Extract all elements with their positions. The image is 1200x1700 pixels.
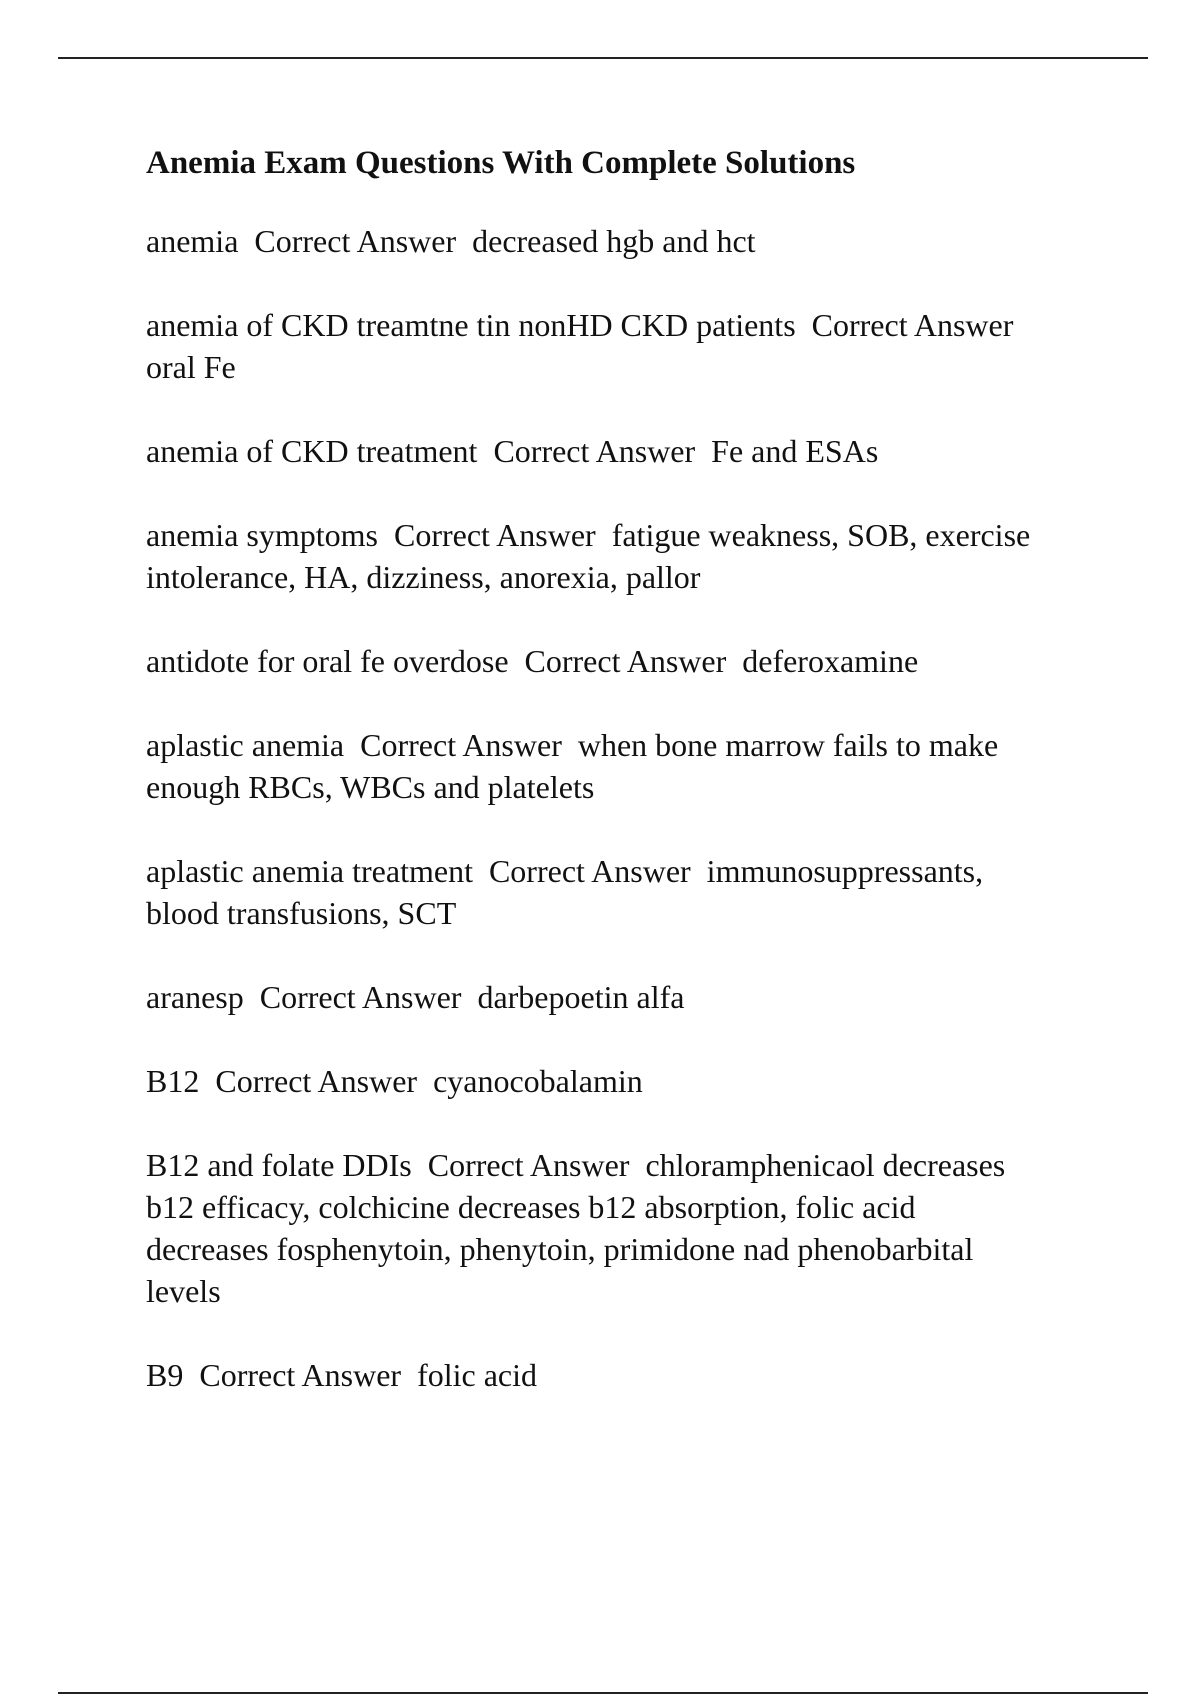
qa-entry: aplastic anemia treatment Correct Answer immunosuppressants, blood transfusions, SCT [146, 853, 992, 931]
qa-entry: anemia Correct Answer decreased hgb and hct [146, 223, 756, 259]
qa-entry: B12 and folate DDIs Correct Answer chloramphenicaol decreases b12 efficacy, colchicine decreases b12 absorption, folic acid decreases fosphenytoin, phenytoin, primidone nad phenobarbital levels [146, 1147, 1014, 1309]
qa-entry: anemia of CKD treatment Correct Answer Fe and ESAs [146, 433, 879, 469]
footer-rule [58, 1692, 1148, 1694]
document-body [146, 142, 1046, 1438]
document-title: Anemia Exam Questions With Complete Solutions [146, 145, 856, 181]
qa-entry: anemia symptoms Correct Answer fatigue weakness, SOB, exercise intolerance, HA, dizziness, anorexia, pallor [146, 517, 1039, 595]
qa-entry: aranesp Correct Answer darbepoetin alfa [146, 979, 685, 1015]
qa-entry: aplastic anemia Correct Answer when bone marrow fails to make enough RBCs, WBCs and platelets [146, 727, 1007, 805]
qa-entry: antidote for oral fe overdose Correct Answer deferoxamine [146, 643, 919, 679]
header-rule [58, 57, 1148, 59]
qa-entry: anemia of CKD treamtne tin nonHD CKD patients Correct Answer oral Fe [146, 307, 1030, 385]
qa-entry: B12 Correct Answer cyanocobalamin [146, 1063, 643, 1099]
qa-entry: B9 Correct Answer folic acid [146, 1357, 537, 1393]
